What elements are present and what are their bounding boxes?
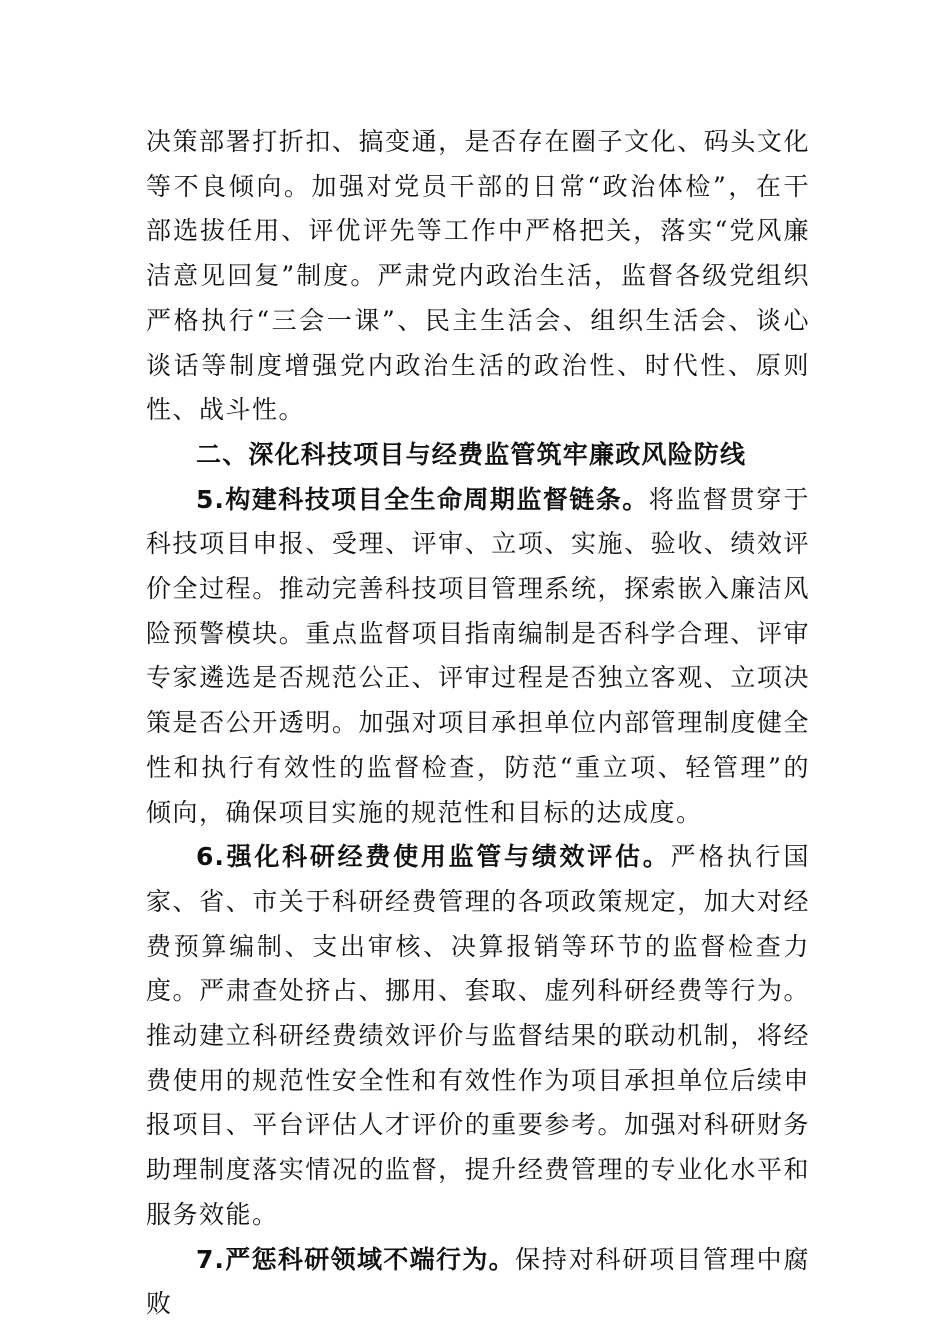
item-7-body: 保持对科研项目管理中腐败 (146, 1244, 810, 1319)
item-6-body: 严格执行国家、省、市关于科研经费管理的各项政策规定，加大对经费预算编制、支出审核、决算报销等环节的监督检查力度。严肃查处挤占、挪用、套取、虚列科研经费等行为。推动建立科研经费绩效评价与监督结果的联动机制，将经费使用的规范性安全性和有效性作为项目承担单位后续申报项目、平台评估人才评价的重要参考。加强对科研财务助理制度落实情况的监督，提升经费管理的专业化水平和服务效能。 (146, 842, 810, 1229)
item-5-body: 将监督贯穿于科技项目申报、受理、评审、立项、实施、验收、绩效评价全过程。推动完善科技项目管理系统，探索嵌入廉洁风险预警模块。重点监督项目指南编制是否科学合理、评审专家遴选是否规范公正、评审过程是否独立客观、立项决策是否公开透明。加强对项目承担单位内部管理制度健全性和执行有效性的监督检查，防范“重立项、轻管理”的倾向，确保项目实施的规范性和目标的达成度。 (146, 484, 810, 827)
document-body (146, 120, 810, 1327)
section-heading: 二、深化科技项目与经费监管筑牢廉政风险防线 (196, 439, 747, 469)
continuation-paragraph: 决策部署打折扣、搞变通，是否存在圈子文化、码头文化等不良倾向。加强对党员干部的日常“政治体检”，在干部选拔任用、评优评先等工作中严格把关，落实“党风廉洁意见回复”制度。严肃党内政治生活，监督各级党组织严格执行“三会一课”、民主生活会、组织生活会、谈心谈话等制度增强党内政治生活的政治性、时代性、原则性、战斗性。 (146, 127, 810, 425)
item-6-lead: 6.强化科研经费使用监管与绩效评估。 (196, 842, 671, 872)
item-5-paragraph (146, 478, 810, 836)
item-5-lead: 5.构建科技项目全生命周期监督链条。 (196, 484, 649, 514)
item-7-lead: 7.严惩科研领域不端行为。 (196, 1244, 516, 1274)
item-6-paragraph (146, 835, 810, 1237)
item-7-paragraph (146, 1238, 810, 1327)
